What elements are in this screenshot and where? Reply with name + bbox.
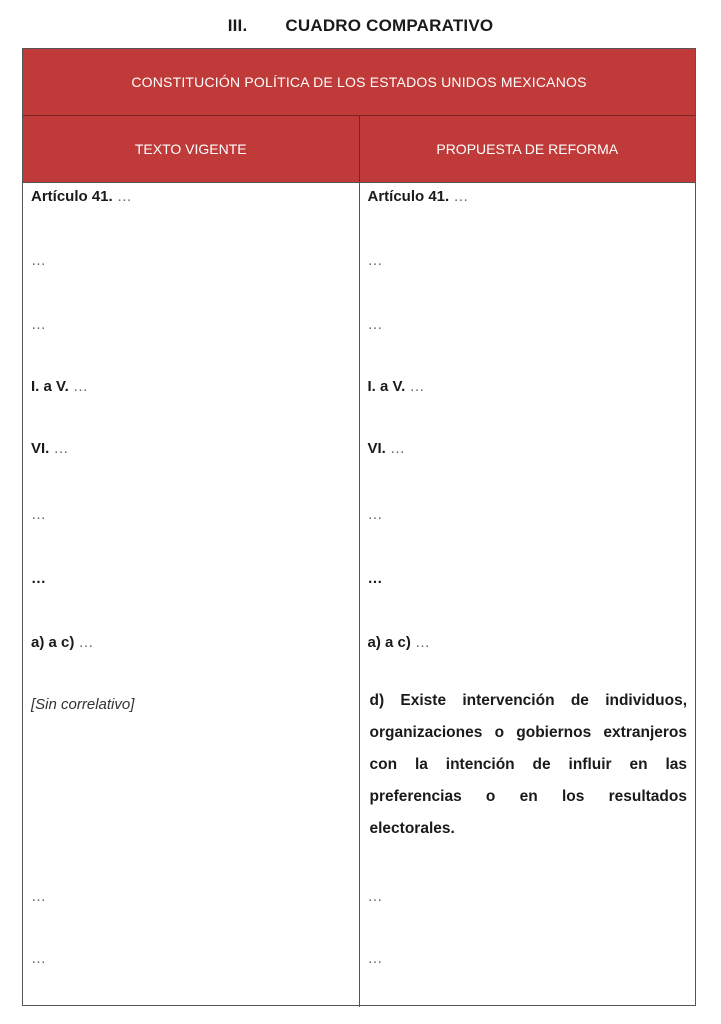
ellipsis-paragraph: … [367, 888, 383, 905]
incisos-line [31, 633, 351, 653]
ellipsis: … [409, 378, 425, 395]
article-line [368, 187, 688, 207]
column-texto-vigente [23, 183, 360, 1007]
ellipsis-paragraph: … [367, 252, 383, 269]
fraction-label: VI. [367, 440, 386, 457]
section-title: CUADRO COMPARATIVO [285, 16, 494, 35]
comparison-table [22, 48, 696, 1006]
ellipsis-paragraph: … [31, 950, 46, 967]
fraction-label: VI. [31, 440, 50, 457]
table-main-header: CONSTITUCIÓN POLÍTICA DE LOS ESTADOS UNIDOS MEXICANOS [23, 49, 695, 116]
fraction-line [368, 377, 688, 397]
incisos-label: a) a c) [367, 634, 411, 651]
ellipsis: … [390, 440, 406, 457]
article-line [31, 187, 351, 207]
ellipsis-paragraph: … [367, 950, 383, 967]
fraction-line [368, 439, 688, 459]
ellipsis-paragraph: … [367, 506, 383, 523]
article-label: Artículo 41. [31, 188, 113, 205]
column-header-propuesta: PROPUESTA DE REFORMA [436, 141, 619, 157]
ellipsis: … [78, 634, 94, 651]
incisos-label: a) a c) [31, 634, 75, 651]
ellipsis: … [453, 188, 469, 205]
page-heading [0, 16, 721, 36]
fraction-label: I. a V. [367, 378, 406, 395]
ellipsis: … [116, 188, 132, 205]
ellipsis: … [72, 378, 88, 395]
article-label: Artículo 41. [367, 188, 450, 205]
ellipsis-paragraph: … [31, 252, 46, 269]
table-body [23, 183, 695, 1007]
ellipsis: … [415, 634, 431, 651]
sin-correlativo: [Sin correlativo] [31, 696, 135, 713]
bold-ellipsis-paragraph: … [31, 570, 46, 587]
ellipsis-paragraph: … [31, 888, 46, 905]
fraction-line [31, 377, 351, 397]
bold-ellipsis-paragraph: … [367, 570, 383, 587]
table-column-headers [23, 116, 695, 183]
fraction-label: I. a V. [31, 378, 69, 395]
ellipsis-paragraph: … [367, 316, 383, 333]
new-inciso-d: d) Existe intervención de individuos, organizaciones o gobiernos extranjeros con la intención de influir en las preferencias o en los resultados electorales. [369, 692, 687, 837]
ellipsis: … [53, 440, 69, 457]
ellipsis-paragraph: … [31, 506, 46, 523]
column-propuesta [360, 183, 696, 1007]
fraction-line [31, 439, 351, 459]
section-number: III. [227, 16, 248, 35]
ellipsis-paragraph: … [31, 316, 46, 333]
column-header-texto-vigente: TEXTO VIGENTE [23, 116, 360, 182]
incisos-line [368, 633, 688, 653]
